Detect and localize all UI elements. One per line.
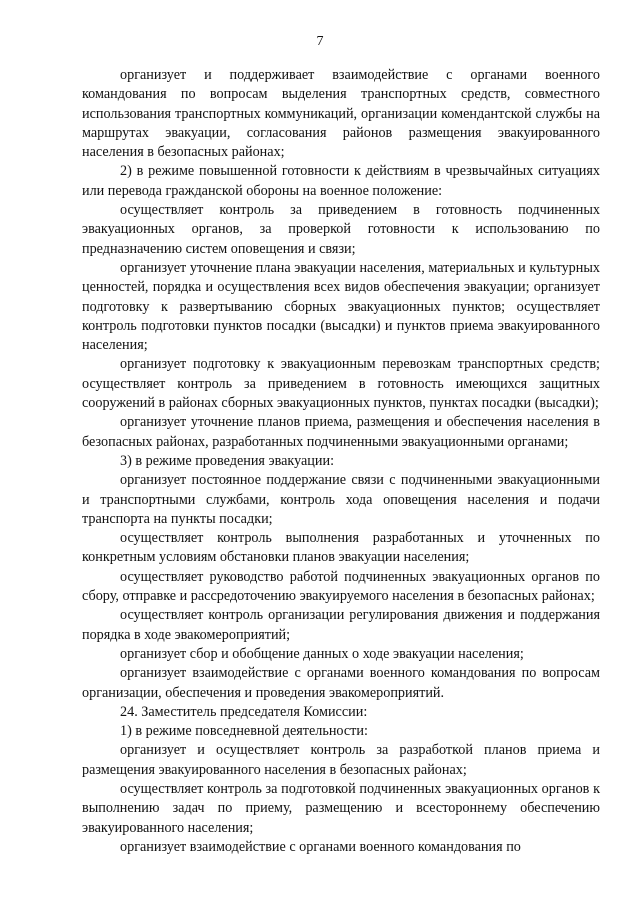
section-heading: 24. Заместитель председателя Комиссии: [120,703,368,720]
paragraph: организует и поддерживает взаимодействие с органами военного командования по вопросам выделения транспортных средств, совместного использования транспортных коммуникаций, организации комендантской службы на маршрутах эвакуации, согласования районов размещения эвакуированного населения в безопасных районах; [82,67,600,161]
paragraph: осуществляет контроль за приведением в готовность подчиненных эвакуационных органов, за проверкой готовности к использованию по предназначению систем оповещения и связи; [82,202,600,257]
document-body [82,66,600,857]
paragraph: организует подготовку к эвакуационным перевозкам транспортных средств; осуществляет контроль за приведением в готовность имеющихся защитных сооружений в районах сборных эвакуационных пунктов, пунктах посадки (высадки); [82,356,600,412]
paragraph: осуществляет контроль за подготовкой подчиненных эвакуационных органов к выполнению задач по приему, размещению и всестороннему обеспечению эвакуированного населения; [82,780,600,836]
paragraph: 3) в режиме проведения эвакуации: [120,452,335,469]
paragraph: организует уточнение плана эвакуации населения, материальных и культурных ценностей, порядка и осуществления всех видов обеспечения эвакуации; организует подготовку к развертыванию сборных эвакуационных пунктов; осуществляет контроль подготовки пунктов посадки (высадки) и пунктов приема эвакуированного населения; [82,259,600,354]
paragraph: организует постоянное поддержание связи с подчиненными эвакуационными и транспортными службами, контроль хода оповещения населения и подачи транспорта на пункты посадки; [82,472,600,527]
paragraph: осуществляет контроль выполнения разработанных и уточненных по конкретным условиям обстановки планов эвакуации населения; [82,530,600,566]
paragraph: 2) в режиме повышенной готовности к действиям в чрезвычайных ситуациях или перевода гражданской обороны на военное положение: [82,163,600,199]
paragraph: осуществляет руководство работой подчиненных эвакуационных органов по сбору, отправке и рассредоточению эвакуируемого населения в безопасных районах; [82,568,600,605]
paragraph: осуществляет контроль организации регулирования движения и поддержания порядка в ходе эвакомероприятий; [82,607,600,643]
paragraph: организует и осуществляет контроль за разработкой планов приема и размещения эвакуированного населения в безопасных районах; [82,742,600,778]
paragraph: организует взаимодействие с органами военного командования по [120,838,521,855]
paragraph: 1) в режиме повседневной деятельности: [120,723,368,740]
page-number: 7 [316,34,324,49]
paragraph: организует уточнение планов приема, размещения и обеспечения населения в безопасных районах, разработанных подчиненными эвакуационными органами; [82,414,600,450]
paragraph: организует сбор и обобщение данных о ходе эвакуации населения; [120,645,524,662]
paragraph: организует взаимодействие с органами военного командования по вопросам организации, обеспечения и проведения эвакомероприятий. [82,665,600,701]
